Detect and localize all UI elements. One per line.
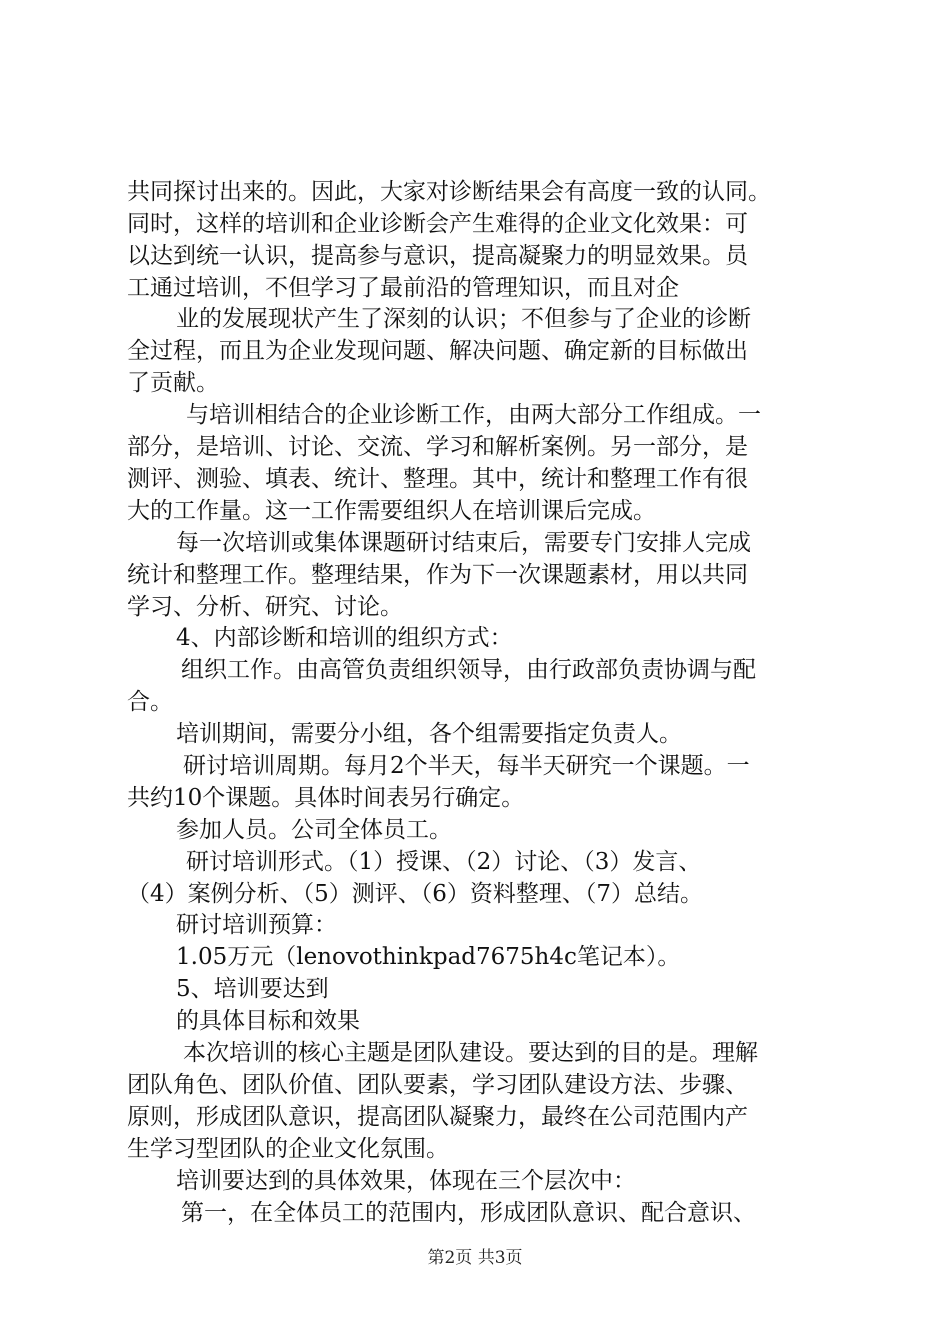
text-line: 第一，在全体员工的范围内，形成团队意识、配合意识、	[181, 1200, 756, 1226]
text-line: 研讨培训周期。每月2个半天，每半天研究一个课题。一	[183, 753, 750, 779]
text-line: 合。	[127, 689, 173, 715]
text-line: 每一次培训或集体课题研讨结束后，需要专门安排人完成	[176, 530, 751, 556]
text-line: 团队角色、团队价值、团队要素，学习团队建设方法、步骤、	[127, 1072, 748, 1098]
text-line: 研讨培训形式。（1）授课、（2）讨论、（3）发言、	[186, 849, 702, 875]
text-line: 业的发展现状产生了深刻的认识；不但参与了企业的诊断	[176, 306, 751, 332]
text-line: 生学习型团队的企业文化氛围。	[127, 1136, 449, 1162]
section-heading: 4、内部诊断和培训的组织方式：	[176, 625, 513, 651]
text-line: （4）案例分析、（5）测评、（6）资料整理、（7）总结。	[127, 881, 704, 907]
text-line: 与培训相结合的企业诊断工作，由两大部分工作组成。一	[186, 402, 761, 428]
section-heading: 的具体目标和效果	[176, 1008, 360, 1034]
text-line: 部分，是培训、讨论、交流、学习和解析案例。另一部分，是	[127, 434, 748, 460]
text-line: 测评、测验、填表、统计、整理。其中，统计和整理工作有很	[127, 466, 748, 492]
text-line: 组织工作。由高管负责组织领导，由行政部负责协调与配	[181, 657, 756, 683]
text-line: 参加人员。公司全体员工。	[176, 817, 452, 843]
text-line: 工通过培训，不但学习了最前沿的管理知识，而且对企	[127, 275, 679, 301]
text-line: 大的工作量。这一工作需要组织人在培训课后完成。	[127, 498, 656, 524]
text-line: 同时，这样的培训和企业诊断会产生难得的企业文化效果：可	[127, 211, 748, 237]
text-line: 本次培训的核心主题是团队建设。要达到的目的是。理解	[183, 1040, 758, 1066]
section-heading: 5、培训要达到	[176, 976, 329, 1002]
text-line: 1.05万元（lenovothinkpad7675h4c笔记本）。	[176, 944, 681, 970]
text-line: 共同探讨出来的。因此，大家对诊断结果会有高度一致的认同。	[127, 179, 771, 205]
text-line: 了贡献。	[127, 370, 219, 396]
text-line: 全过程，而且为企业发现问题、解决问题、确定新的目标做出	[127, 338, 748, 364]
text-line: 共约10个课题。具体时间表另行确定。	[127, 785, 525, 811]
text-line: 研讨培训预算：	[176, 912, 337, 938]
text-line: 培训期间，需要分小组，各个组需要指定负责人。	[176, 721, 682, 747]
text-line: 以达到统一认识，提高参与意识，提高凝聚力的明显效果。员	[127, 243, 748, 269]
text-line: 培训要达到的具体效果，体现在三个层次中：	[176, 1168, 636, 1194]
text-line: 学习、分析、研究、讨论。	[127, 594, 403, 620]
text-line: 统计和整理工作。整理结果，作为下一次课题素材，用以共同	[127, 562, 748, 588]
text-line: 原则，形成团队意识，提高团队凝聚力，最终在公司范围内产	[127, 1104, 748, 1130]
page-number-footer: 第2页 共3页	[427, 1248, 523, 1268]
